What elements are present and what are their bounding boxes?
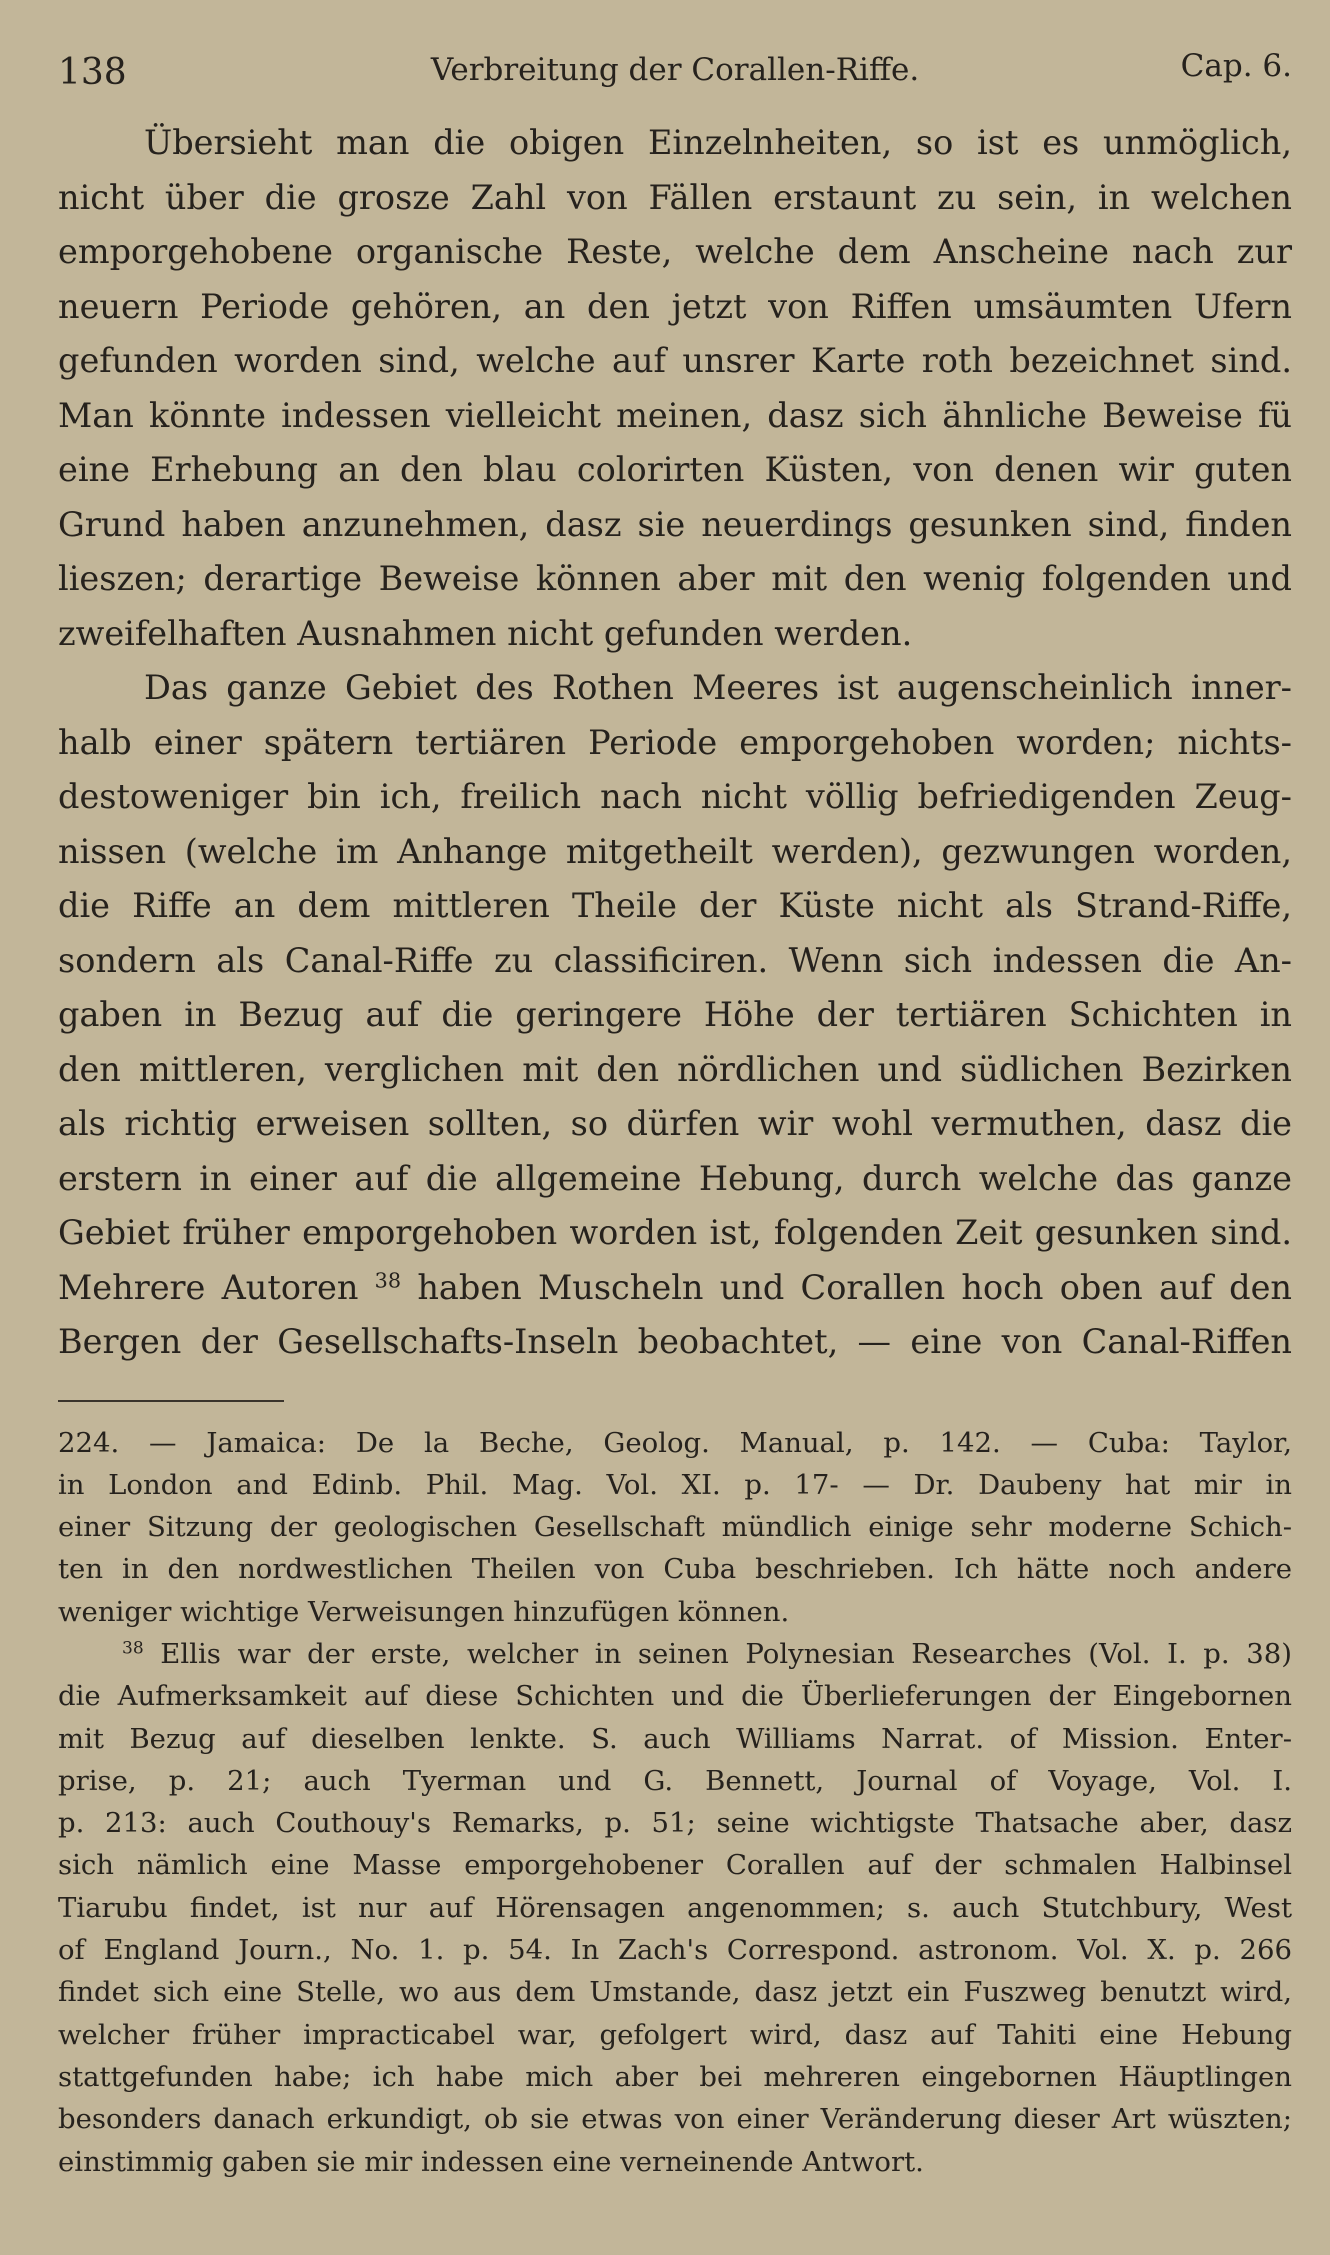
- footnote-line: prise, p. 21; auch Tyerman und G. Bennett, Journal of Voyage, Vol. I.: [58, 1764, 1292, 1797]
- text-line: nicht über die grosze Zahl von Fällen erstaunt zu sein, in welchen: [58, 177, 1292, 217]
- text-line: zweifelhaften Ausnahmen nicht gefunden werden.: [58, 613, 913, 653]
- text-line: Übersieht man die obigen Einzelnheiten, so ist es unmöglich,: [144, 123, 1292, 162]
- page-number: 138: [58, 52, 127, 93]
- text-fragment: Ellis war der erste, welcher in seinen Polynesian Researches (Vol. I. p. 38): [143, 1637, 1292, 1670]
- text-line: gefunden worden sind, welche auf unsrer Karte roth bezeichnet sind.: [58, 341, 1292, 380]
- footnote-line: einer Sitzung der geologischen Gesellschaft mündlich einige sehr moderne Schich-: [58, 1511, 1292, 1544]
- text-line: nissen (welche im Anhange mitgetheilt werden), gezwungen worden,: [58, 831, 1292, 871]
- footnote-line: mit Bezug auf dieselben lenkte. S. auch Williams Narrat. of Mission. Enter-: [58, 1722, 1292, 1755]
- text-line: eine Erhebung an den blau colorirten Küsten, von denen wir guten: [58, 450, 1292, 489]
- text-line: Das ganze Gebiet des Rothen Meeres ist augenscheinlich inner-: [144, 668, 1292, 707]
- footnote-line: sich nämlich eine Masse emporgehobener Corallen auf der schmalen Halbinsel: [58, 1849, 1292, 1882]
- footnote-marker-38: 38: [122, 1638, 144, 1659]
- text-line: Gebiet früher emporgehoben worden ist, folgenden Zeit gesunken sind.: [58, 1213, 1292, 1252]
- text-line: die Riffe an dem mittleren Theile der Küste nicht als Strand-Riffe,: [58, 886, 1292, 925]
- footnote-line: 224. — Jamaica: De la Beche, Geolog. Manual, p. 142. — Cuba: Taylor,: [58, 1426, 1292, 1459]
- footnote-line: weniger wichtige Verweisungen hinzufügen können.: [58, 1595, 790, 1628]
- footnote-line: welcher früher impracticabel war, gefolgert wird, dasz auf Tahiti eine Hebung: [58, 2018, 1292, 2051]
- text-line: Grund haben anzunehmen, dasz sie neuerdings gesunken sind, finden: [58, 504, 1292, 544]
- paragraph-1: [58, 116, 1292, 661]
- text-line: emporgehobene organische Reste, welche dem Anscheine nach zur: [58, 232, 1292, 271]
- text-line: sondern als Canal-Riffe zu classificiren. Wenn sich indessen die An-: [58, 940, 1292, 980]
- text-fragment: haben Muscheln und Corallen hoch oben auf den: [401, 1267, 1292, 1307]
- text-line: [58, 1261, 1292, 1316]
- footnote-line: besonders danach erkundigt, ob sie etwas von einer Veränderung dieser Art wüszten;: [58, 2103, 1292, 2136]
- footnote-line: Tiarubu findet, ist nur auf Hörensagen angenommen; s. auch Stutchbury, West: [58, 1891, 1292, 1924]
- footnote-line: in London and Edinb. Phil. Mag. Vol. XI. p. 17- — Dr. Daubeny hat mir in: [58, 1468, 1292, 1501]
- text-line: als richtig erweisen sollten, so dürfen wir wohl vermuthen, dasz die: [58, 1104, 1292, 1143]
- chapter-label: Cap. 6.: [1180, 48, 1292, 84]
- text-line: destoweniger bin ich, freilich nach nicht völlig befriedigenden Zeug-: [58, 777, 1292, 816]
- footnote-continued: [58, 1422, 1292, 1633]
- footnote-line: ten in den nordwestlichen Theilen von Cuba beschrieben. Ich hätte noch andere: [58, 1553, 1292, 1586]
- footnote-38: [58, 1633, 1292, 2183]
- book-page: [58, 40, 1292, 2220]
- footnote-reference-38[interactable]: 38: [374, 1268, 402, 1293]
- footnote-line: einstimmig gaben sie mir indessen eine verneinende Antwort.: [58, 2145, 924, 2178]
- text-line: erstern in einer auf die allgemeine Hebung, durch welche das ganze: [58, 1158, 1292, 1198]
- main-text: [58, 116, 1292, 1370]
- page-header: [58, 40, 1292, 110]
- footnote-line: stattgefunden habe; ich habe mich aber bei mehreren eingebornen Häuptlingen: [58, 2060, 1292, 2093]
- text-line: neuern Periode gehören, an den jetzt von Riffen umsäumten Ufern: [58, 286, 1292, 326]
- text-line: Man könnte indessen vielleicht meinen, dasz sich ähnliche Beweise fü: [58, 395, 1292, 435]
- paragraph-2: [58, 661, 1292, 1370]
- text-line: Bergen der Gesellschafts-Inseln beobachtet, — eine von Canal-Riffen: [58, 1322, 1292, 1361]
- text-line: gaben in Bezug auf die geringere Höhe der tertiären Schichten in: [58, 995, 1292, 1034]
- footnote-separator: [58, 1400, 284, 1402]
- footnote-line: of England Journ., No. 1. p. 54. In Zach's Correspond. astronom. Vol. X. p. 266: [58, 1934, 1292, 1967]
- footnotes: [58, 1422, 1292, 2183]
- footnote-line: [58, 1633, 1292, 1675]
- running-title: Verbreitung der Corallen-Riffe.: [430, 52, 920, 88]
- text-fragment: Mehrere Autoren: [58, 1267, 375, 1307]
- footnote-line: findet sich eine Stelle, wo aus dem Umstande, dasz jetzt ein Fuszweg benutzt wird,: [58, 1976, 1292, 2009]
- text-line: lieszen; derartige Beweise können aber mit den wenig folgenden und: [58, 559, 1292, 598]
- footnote-line: die Aufmerksamkeit auf diese Schichten und die Überlieferungen der Eingebornen: [58, 1680, 1292, 1713]
- text-line: halb einer spätern tertiären Periode emporgehoben worden; nichts-: [58, 722, 1292, 762]
- text-line: den mittleren, verglichen mit den nördlichen und südlichen Bezirken: [58, 1049, 1292, 1089]
- footnote-line: p. 213: auch Couthouy's Remarks, p. 51; seine wichtigste Thatsache aber, dasz: [58, 1807, 1292, 1840]
